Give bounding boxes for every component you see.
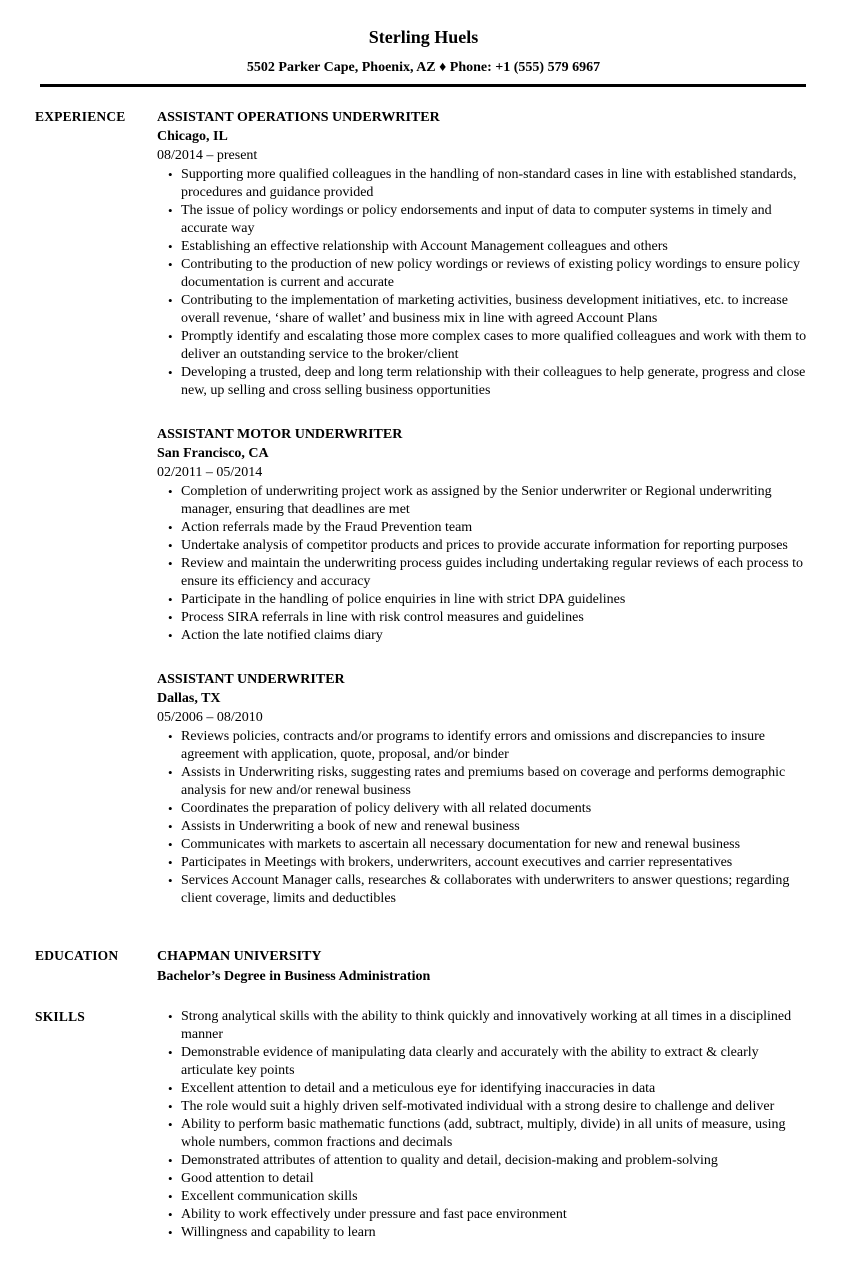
bullet-item: • Coordinates the preparation of policy delivery with all related documents [181, 800, 812, 818]
job-bullets [157, 728, 812, 908]
bullet-item: • Participates in Meetings with brokers, underwriters, account executives and carrier representatives [181, 854, 812, 872]
resume-name: Sterling Huels [368, 27, 479, 47]
job-entry [157, 425, 812, 645]
bullet-item: • Excellent communication skills [181, 1188, 812, 1206]
bullet-item: • Strong analytical skills with the ability to think quickly and innovatively working at all times in a disciplined manner [181, 1008, 812, 1044]
bullet-item: • Action the late notified claims diary [181, 627, 812, 645]
job-dates: 02/2011 – 05/2014 [157, 465, 263, 480]
bullet-item: • Ability to work effectively under pressure and fast pace environment [181, 1206, 812, 1224]
bullet-item: • Contributing to the implementation of marketing activities, business development initiatives, etc. to increase overall revenue, ‘share of wallet’ and business mix in line with agreed Account Plans [181, 292, 812, 328]
bullet-item: • Demonstrated attributes of attention to quality and detail, decision-making and problem-solving [181, 1152, 812, 1170]
education-degree: Bachelor’s Degree in Business Administration [157, 969, 431, 984]
job-location: Dallas, TX [157, 691, 221, 706]
bullet-item: • Developing a trusted, deep and long term relationship with their colleagues to help generate, progress and close new, up selling and cross selling business opportunities [181, 364, 812, 400]
bullet-item: • Supporting more qualified colleagues in the handling of non-standard cases in line with established standards, procedures and guidance provided [181, 166, 812, 202]
skills-list [157, 1008, 812, 1242]
bullet-item: • Services Account Manager calls, researches & collaborates with underwriters to answer questions; regarding client coverage, limits and deductibles [181, 872, 812, 908]
bullet-item: • Ability to perform basic mathematic functions (add, subtract, multiply, divide) in all units of measure, using whole numbers, common fractions and decimals [181, 1116, 812, 1152]
education-body [157, 947, 812, 986]
job-location: Chicago, IL [157, 129, 228, 144]
bullet-item: • Action referrals made by the Fraud Prevention team [181, 519, 812, 537]
job-entry [157, 670, 812, 908]
education-label: EDUCATION [35, 948, 119, 963]
bullet-item: • Willingness and capability to learn [181, 1224, 812, 1242]
experience-jobs [157, 108, 812, 908]
job-bullets [157, 483, 812, 645]
job-location: San Francisco, CA [157, 446, 269, 461]
bullet-item: • Excellent attention to detail and a meticulous eye for identifying inaccuracies in data [181, 1080, 812, 1098]
bullet-item: • Process SIRA referrals in line with risk control measures and guidelines [181, 609, 812, 627]
bullet-item: • Reviews policies, contracts and/or programs to identify errors and omissions and discrepancies to insure agreement with application, quote, proposal, and/or binder [181, 728, 812, 764]
bullet-item: • Communicates with markets to ascertain all necessary documentation for new and renewal business [181, 836, 812, 854]
bullet-item: • Assists in Underwriting risks, suggesting rates and premiums based on coverage and performs demographic analysis for new and/or renewal business [181, 764, 812, 800]
skills-body [157, 1008, 812, 1242]
job-title: ASSISTANT MOTOR UNDERWRITER [157, 427, 403, 442]
job-dates: 08/2014 – present [157, 148, 258, 163]
header-divider [40, 84, 806, 87]
bullet-item: • Promptly identify and escalating those more complex cases to more qualified colleagues and work with them to deliver an outstanding service to the broker/client [181, 328, 812, 364]
bullet-item: • Review and maintain the underwriting process guides including undertaking regular reviews of each process to ensure its efficiency and accuracy [181, 555, 812, 591]
job-title: ASSISTANT OPERATIONS UNDERWRITER [157, 110, 440, 125]
education-school: CHAPMAN UNIVERSITY [157, 949, 322, 964]
bullet-item: • Demonstrable evidence of manipulating data clearly and accurately with the ability to extract & clearly articulate key points [181, 1044, 812, 1080]
bullet-item: • Good attention to detail [181, 1170, 812, 1188]
bullet-item: • The issue of policy wordings or policy endorsements and input of data to computer systems in timely and accurate way [181, 202, 812, 238]
bullet-item: • Undertake analysis of competitor products and prices to provide accurate information for reporting purposes [181, 537, 812, 555]
skills-section [35, 1008, 812, 1242]
education-section [35, 947, 812, 986]
resume-header [35, 26, 812, 87]
contact-line: 5502 Parker Cape, Phoenix, AZ ♦ Phone: +1 (555) 579 6967 [246, 60, 601, 75]
bullet-item: • Establishing an effective relationship with Account Management colleagues and others [181, 238, 812, 256]
bullet-item: • The role would suit a highly driven self-motivated individual with a strong desire to challenge and deliver [181, 1098, 812, 1116]
bullet-item: • Participate in the handling of police enquiries in line with strict DPA guidelines [181, 591, 812, 609]
job-dates: 05/2006 – 08/2010 [157, 710, 263, 725]
job-bullets [157, 166, 812, 400]
job-title: ASSISTANT UNDERWRITER [157, 672, 345, 687]
bullet-item: • Contributing to the production of new policy wordings or reviews of existing policy wordings to ensure policy documentation is current and accurate [181, 256, 812, 292]
skills-label: SKILLS [35, 1009, 85, 1024]
job-entry [157, 108, 812, 400]
bullet-item: • Assists in Underwriting a book of new and renewal business [181, 818, 812, 836]
experience-label: EXPERIENCE [35, 109, 126, 124]
experience-section [35, 108, 812, 908]
bullet-item: • Completion of underwriting project work as assigned by the Senior underwriter or Regional underwriting manager, ensuring that deadlines are met [181, 483, 812, 519]
